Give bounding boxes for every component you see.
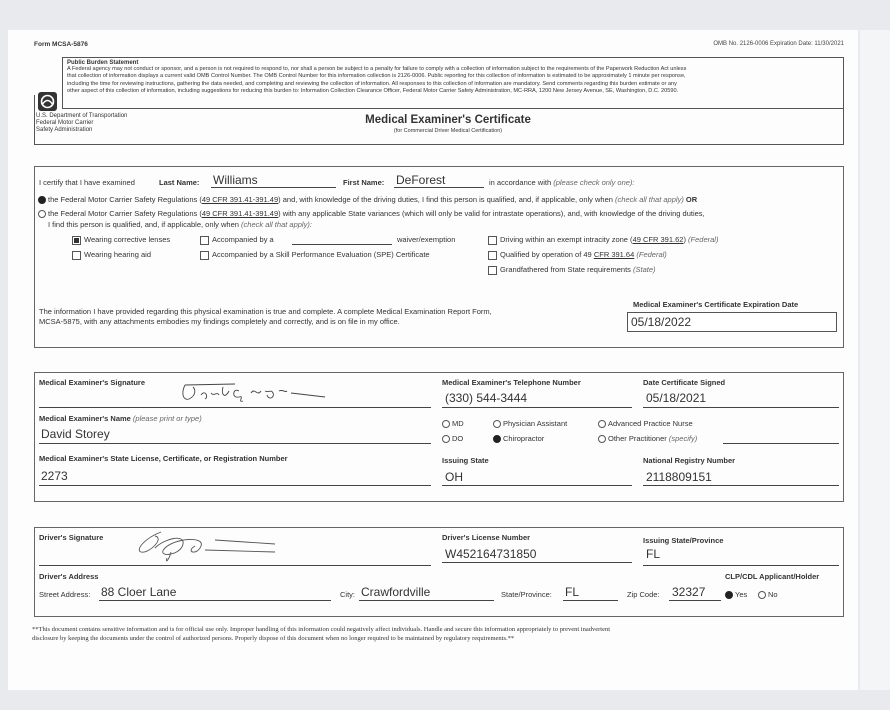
radio[interactable]	[598, 420, 606, 428]
examiner-signature-label: Medical Examiner's Signature	[39, 378, 145, 387]
option-state-radio[interactable]	[38, 210, 46, 218]
zip-code-field[interactable]: 32327	[672, 585, 706, 599]
medical-examiner-section	[34, 372, 844, 502]
driver-address-label: Driver's Address	[39, 572, 99, 581]
burden-line: that collection of information displays a current valid OMB Control Number. The OMB Control Number for this information collection is 2126-0006. Public reporting for this collection of information is estimated to be approximately 1 minute per response,	[67, 73, 686, 80]
telephone-label: Medical Examiner's Telephone Number	[442, 378, 581, 387]
check-grandfathered[interactable]: Grandfathered from State requirements (State)	[488, 265, 656, 275]
zip-code-label: Zip Code:	[627, 590, 660, 599]
page-subtitle: (for Commercial Driver Medical Certification)	[393, 128, 503, 134]
radio[interactable]	[725, 591, 733, 599]
street-address-label: Street Address:	[39, 590, 91, 599]
option-state-variances[interactable]: the Federal Motor Carrier Safety Regulations (49 CFR 391.41-391.49) with any applicable State variances (which will only be valid for intrastate operations), and, with knowledge of the driving duties,	[38, 209, 843, 218]
last-name-label: Last Name:	[159, 178, 200, 187]
footnote-line: **This document contains sensitive information and is for official use only. Improper handling of this information could negatively affect individuals. Handle and secure this information appropriately to prevent inadvertent	[32, 626, 611, 633]
street-address-field[interactable]: 88 Cloer Lane	[101, 585, 177, 599]
examiner-signature-image	[175, 381, 335, 403]
radio[interactable]	[493, 435, 501, 443]
type-md[interactable]: MD	[442, 419, 464, 428]
type-do[interactable]: DO	[442, 434, 463, 443]
check-qualified-operation[interactable]: Qualified by operation of 49 CFR 391.64 (Federal)	[488, 250, 667, 260]
radio[interactable]	[442, 435, 450, 443]
type-advanced-practice-nurse[interactable]: Advanced Practice Nurse	[598, 419, 693, 428]
checkbox[interactable]	[488, 266, 497, 275]
certificate-page	[8, 30, 858, 690]
driver-license-label: Driver's License Number	[442, 533, 531, 542]
expiration-date-label: Medical Examiner's Certificate Expiration Date	[633, 300, 799, 309]
city-field[interactable]: Crawfordville	[361, 585, 431, 599]
dot-logo-icon	[38, 92, 57, 111]
check-accompanied-waiver[interactable]: Accompanied by a	[200, 235, 274, 245]
accordance-text: in accordance with (please check only one):	[489, 178, 635, 187]
check-spe-certificate[interactable]: Accompanied by a Skill Performance Evaluation (SPE) Certificate	[200, 250, 430, 260]
burden-line: A Federal agency may not conduct or sponsor, and a person is not required to respond to, nor shall a person be subject to a penalty for failure to comply with a collection of information subject to the requirements of the Paperwork Reduction Act unless	[67, 66, 687, 72]
sensitivity-footnote	[32, 625, 832, 643]
public-burden-statement	[62, 57, 844, 109]
omb-number: OMB No. 2126-0006 Expiration Date: 11/30/2021	[713, 41, 844, 47]
background-strip	[860, 30, 890, 690]
checkbox[interactable]	[200, 251, 209, 260]
date-signed-label: Date Certificate Signed	[643, 378, 726, 387]
checkbox[interactable]	[72, 251, 81, 260]
footnote-line: disclosure by keeping the documents under the control of authorized persons. Properly dispose of this document when no longer required to be maintained by regulatory requirements.**	[32, 635, 515, 642]
registry-number-label: National Registry Number	[643, 456, 736, 465]
checkbox[interactable]	[488, 251, 497, 260]
radio[interactable]	[758, 591, 766, 599]
driver-signature-image	[125, 528, 295, 564]
check-intracity-zone[interactable]: Driving within an exempt intracity zone (49 CFR 391.62) (Federal)	[488, 235, 718, 245]
radio[interactable]	[598, 435, 606, 443]
driver-license-field[interactable]: W452164731850	[445, 547, 537, 561]
state-province-field[interactable]: FL	[565, 585, 580, 599]
state-province-label: State/Province:	[501, 590, 552, 599]
waiver-exemption-label: waiver/exemption	[397, 235, 456, 244]
certification-section	[34, 166, 844, 348]
license-number-field[interactable]: 2273	[41, 469, 68, 483]
city-label: City:	[340, 590, 355, 599]
license-number-label: Medical Examiner's State License, Certificate, or Registration Number	[39, 454, 288, 463]
issuing-state-field[interactable]: OH	[445, 470, 463, 484]
expiration-date-field[interactable]: 05/18/2022	[627, 312, 837, 332]
form-id: Form MCSA-5876	[34, 41, 88, 48]
attestation-statement: The information I have provided regarding this physical examination is true and complete. A complete Medical Examination Report Form, MCSA-5875, with any attachments embodies my findings completely and correctly, and is on file in my office.	[39, 307, 492, 326]
last-name-field[interactable]: Williams	[213, 173, 258, 187]
examiner-name-label: Medical Examiner's Name (please print or type)	[39, 414, 202, 423]
issuing-state-label: Issuing State	[442, 456, 489, 465]
first-name-field[interactable]: DeForest	[396, 173, 446, 187]
option-federal-radio[interactable]	[38, 196, 46, 204]
agency-name	[36, 113, 127, 134]
telephone-field[interactable]: (330) 544-3444	[445, 391, 528, 405]
option-state-continued: I find this person is qualified, and, if applicable, only when (check all that apply):	[48, 220, 312, 229]
agency-line: U.S. Department of Transportation	[36, 113, 128, 119]
cdl-holder-label: CLP/CDL Applicant/Holder	[725, 572, 820, 581]
page-title: Medical Examiner's Certificate	[365, 114, 531, 126]
issuing-state-province-field[interactable]: FL	[646, 547, 661, 561]
issuing-state-province-label: Issuing State/Province	[643, 536, 724, 545]
examiner-name-field[interactable]: David Storey	[41, 427, 110, 441]
driver-signature-label: Driver's Signature	[39, 533, 104, 542]
agency-line: Safety Administration	[36, 127, 93, 133]
burden-title: Public Burden Statement	[67, 60, 139, 66]
checkbox[interactable]	[488, 236, 497, 245]
type-other-practitioner[interactable]: Other Practitioner (specify)	[598, 434, 697, 443]
option-federal[interactable]: the Federal Motor Carrier Safety Regulations (49 CFR 391.41-391.49) and, with knowledge of the driving duties, I find this person is qualified, and, if applicable, only when (check all that apply) OR	[38, 195, 838, 204]
checkbox[interactable]	[200, 236, 209, 245]
date-signed-field[interactable]: 05/18/2021	[646, 391, 707, 405]
driver-section	[34, 527, 844, 617]
registry-number-field[interactable]: 2118809151	[646, 470, 712, 484]
cdl-yes-option[interactable]: Yes	[725, 590, 747, 599]
checkbox[interactable]	[72, 236, 81, 245]
type-chiropractor[interactable]: Chiropractor	[493, 434, 544, 443]
check-corrective-lenses[interactable]: Wearing corrective lenses	[72, 235, 170, 245]
first-name-label: First Name:	[343, 178, 385, 187]
check-hearing-aid[interactable]: Wearing hearing aid	[72, 250, 151, 260]
agency-line: Federal Motor Carrier	[36, 120, 94, 126]
type-physician-assistant[interactable]: Physician Assistant	[493, 419, 567, 428]
cdl-no-option[interactable]: No	[758, 590, 778, 599]
certify-intro: I certify that I have examined	[39, 178, 135, 187]
burden-line: other aspect of this collection of information, including suggestions for reducing this burden to: Information Collection Clearance Officer, Federal Motor Carrier Safety Administration, MC-RRA, 1200 New Jersey Avenue, SE, Washington, D.C. 20590.	[67, 88, 679, 95]
radio[interactable]	[493, 420, 501, 428]
radio[interactable]	[442, 420, 450, 428]
burden-line: including the time for reviewing instructions, gathering the data needed, and completing and reviewing the collection of information. All responses to this collection of information are mandatory. Send comments regarding this burden estimate or any	[67, 80, 677, 87]
